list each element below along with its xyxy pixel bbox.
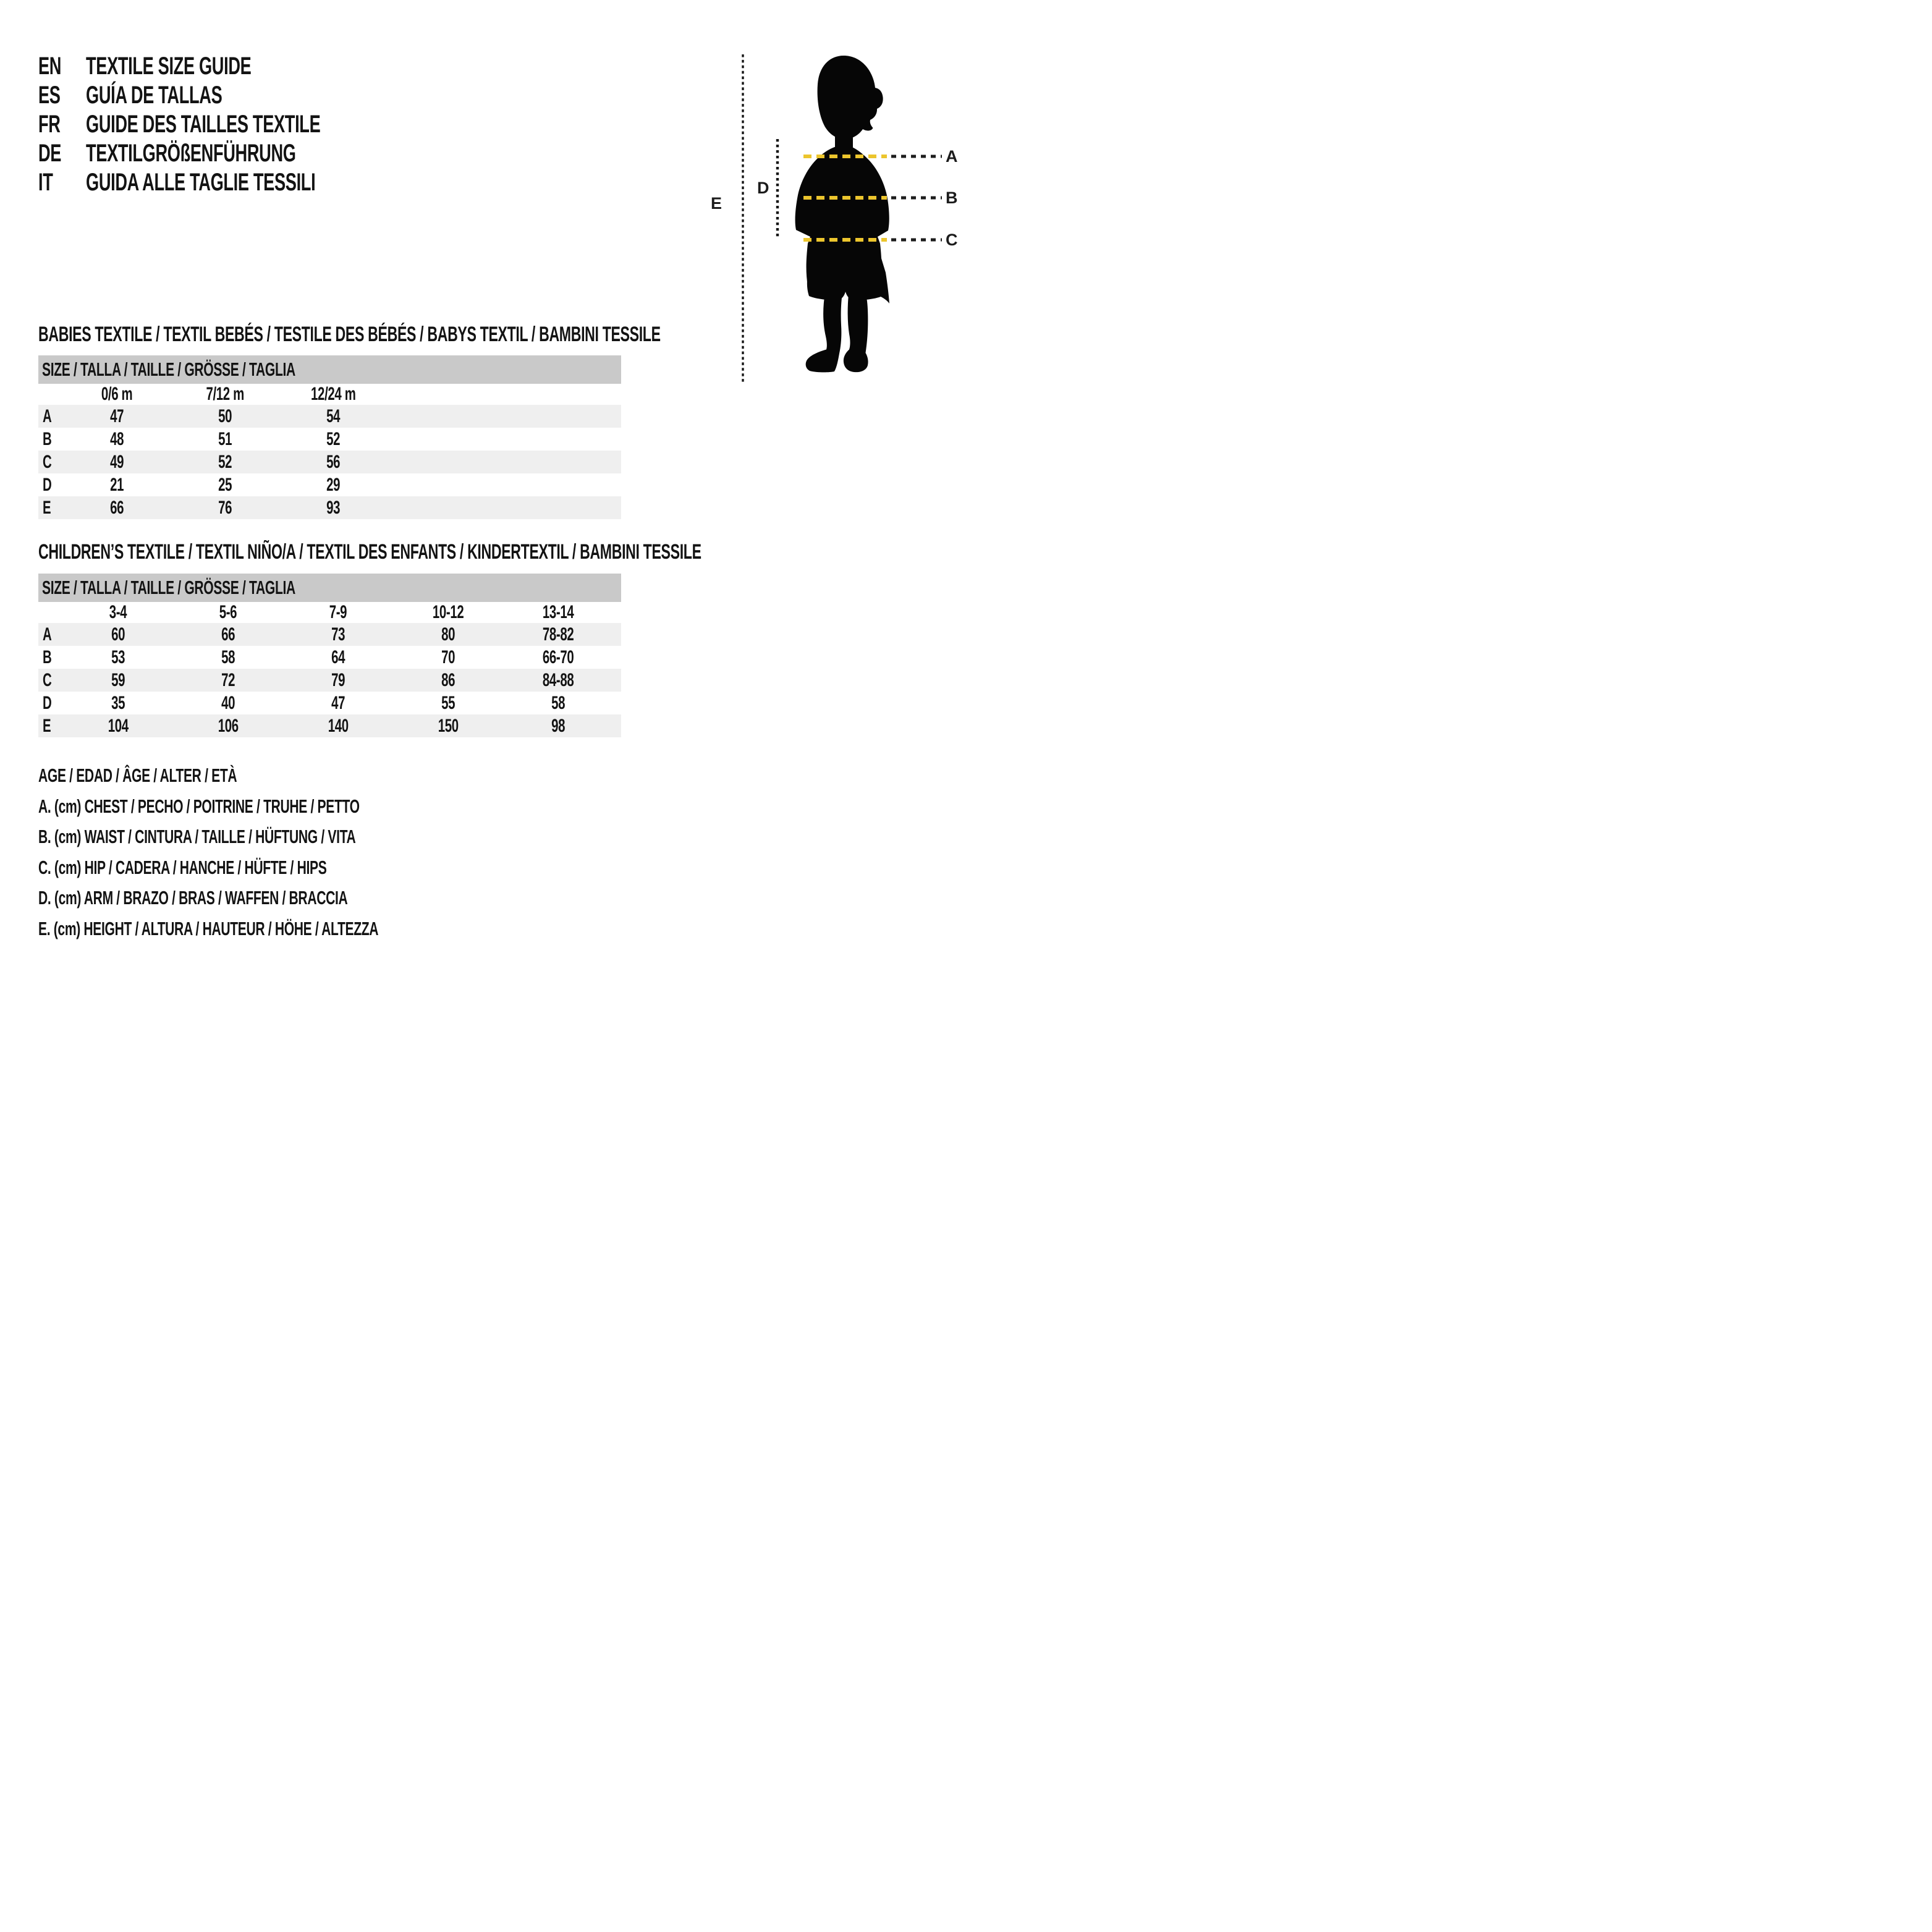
children-columns-row bbox=[38, 602, 621, 623]
table-cell: 104 bbox=[108, 715, 129, 736]
table-cell: 50 bbox=[218, 405, 232, 426]
table-cell: 40 bbox=[221, 692, 235, 713]
column-header: 7-9 bbox=[329, 602, 347, 622]
table-cell: 51 bbox=[218, 428, 232, 449]
legend-line-height: E. (cm) HEIGHT / ALTURA / HAUTEUR / HÖHE / ALTEZZA bbox=[38, 917, 379, 939]
row-label: C bbox=[43, 451, 52, 472]
column-header: 0/6 m bbox=[101, 384, 133, 404]
language-row-de bbox=[38, 139, 431, 168]
legend-line-waist: B. (cm) WAIST / CINTURA / TAILLE / HÜFTUNG / VITA bbox=[38, 826, 356, 848]
row-label: B bbox=[43, 428, 52, 449]
column-header: 13-14 bbox=[542, 602, 574, 622]
table-row bbox=[38, 692, 621, 714]
language-title: TEXTILE SIZE GUIDE bbox=[86, 53, 252, 80]
table-cell: 76 bbox=[218, 497, 232, 518]
size-guide-page bbox=[0, 0, 966, 966]
language-code: ES bbox=[38, 82, 61, 109]
row-label: A bbox=[43, 405, 52, 426]
table-cell: 79 bbox=[331, 669, 345, 690]
column-header: 12/24 m bbox=[311, 384, 356, 404]
table-cell: 53 bbox=[111, 646, 125, 667]
column-header: 5-6 bbox=[219, 602, 237, 622]
table-cell: 106 bbox=[218, 715, 239, 736]
table-cell: 73 bbox=[331, 624, 345, 645]
table-row bbox=[38, 669, 621, 692]
table-cell: 29 bbox=[326, 474, 341, 495]
table-cell: 58 bbox=[221, 646, 235, 667]
table-cell: 58 bbox=[551, 692, 566, 713]
row-label: C bbox=[43, 669, 52, 690]
row-label: D bbox=[43, 692, 52, 713]
table-cell: 140 bbox=[328, 715, 349, 736]
legend-line-arm: D. (cm) ARM / BRAZO / BRAS / WAFFEN / BRACCIA bbox=[38, 887, 348, 909]
table-cell: 98 bbox=[551, 715, 566, 736]
legend-line-age: AGE / EDAD / ÂGE / ALTER / ETÀ bbox=[38, 765, 237, 786]
legend-line-hip: C. (cm) HIP / CADERA / HANCHE / HÜFTE / HIPS bbox=[38, 856, 327, 878]
table-cell: 52 bbox=[218, 451, 232, 472]
table-cell: 25 bbox=[218, 474, 232, 495]
table-row bbox=[38, 405, 621, 428]
language-title-list bbox=[38, 52, 431, 197]
language-row-es bbox=[38, 81, 431, 110]
table-cell: 72 bbox=[221, 669, 235, 690]
table-row bbox=[38, 451, 621, 473]
babies-columns-row bbox=[38, 384, 621, 405]
table-cell: 86 bbox=[441, 669, 455, 690]
table-cell: 78-82 bbox=[542, 624, 574, 645]
babies-size-table bbox=[38, 355, 621, 519]
measure-label-b: B bbox=[946, 189, 958, 207]
table-row bbox=[38, 473, 621, 496]
language-code: FR bbox=[38, 111, 61, 138]
measure-label-c: C bbox=[946, 231, 958, 249]
table-cell: 47 bbox=[331, 692, 345, 713]
row-label: B bbox=[43, 646, 52, 667]
table-cell: 93 bbox=[326, 497, 341, 518]
table-cell: 59 bbox=[111, 669, 125, 690]
column-header: 3-4 bbox=[109, 602, 127, 622]
measure-label-a: A bbox=[946, 147, 958, 166]
table-cell: 56 bbox=[326, 451, 341, 472]
children-table-header-bar: SIZE / TALLA / TAILLE / GRÖSSE / TAGLIA bbox=[38, 574, 621, 602]
babies-table-header-bar: SIZE / TALLA / TAILLE / GRÖSSE / TAGLIA bbox=[38, 355, 621, 384]
language-row-fr bbox=[38, 110, 431, 139]
table-cell: 21 bbox=[110, 474, 124, 495]
language-row-en bbox=[38, 52, 431, 81]
table-cell: 55 bbox=[441, 692, 455, 713]
language-code: DE bbox=[38, 140, 62, 167]
table-cell: 150 bbox=[438, 715, 459, 736]
table-cell: 66 bbox=[110, 497, 124, 518]
table-cell: 64 bbox=[331, 646, 345, 667]
table-row bbox=[38, 623, 621, 646]
measurement-legend bbox=[38, 765, 538, 949]
table-row bbox=[38, 714, 621, 737]
column-header: 10-12 bbox=[432, 602, 464, 622]
table-row bbox=[38, 646, 621, 669]
language-title: GUIDE DES TAILLES TEXTILE bbox=[86, 111, 321, 138]
language-code: EN bbox=[38, 53, 62, 80]
table-cell: 66-70 bbox=[542, 646, 574, 667]
table-cell: 48 bbox=[110, 428, 124, 449]
table-cell: 70 bbox=[441, 646, 455, 667]
table-row bbox=[38, 496, 621, 519]
row-label: A bbox=[43, 624, 52, 645]
babies-section-title: BABIES TEXTILE / TEXTIL BEBÉS / TESTILE DES BÉBÉS / BABYS TEXTIL / BAMBINI TESSILE bbox=[38, 323, 661, 346]
measure-label-d: D bbox=[757, 179, 769, 197]
table-cell: 84-88 bbox=[542, 669, 574, 690]
table-cell: 35 bbox=[111, 692, 125, 713]
language-title: GUÍA DE TALLAS bbox=[86, 82, 222, 109]
language-title: GUIDA ALLE TAGLIE TESSILI bbox=[86, 169, 316, 196]
table-cell: 66 bbox=[221, 624, 235, 645]
table-cell: 52 bbox=[326, 428, 341, 449]
column-header: 7/12 m bbox=[206, 384, 245, 404]
children-size-table bbox=[38, 574, 621, 737]
table-cell: 49 bbox=[110, 451, 124, 472]
legend-line-chest: A. (cm) CHEST / PECHO / POITRINE / TRUHE / PETTO bbox=[38, 795, 360, 817]
language-title: TEXTILGRÖßENFÜHRUNG bbox=[86, 140, 296, 167]
row-label: E bbox=[43, 497, 51, 518]
language-code: IT bbox=[38, 169, 53, 196]
row-label: D bbox=[43, 474, 52, 495]
measure-label-e: E bbox=[711, 194, 722, 213]
table-cell: 60 bbox=[111, 624, 125, 645]
row-label: E bbox=[43, 715, 51, 736]
children-section-title: CHILDREN’S TEXTILE / TEXTIL NIÑO/A / TEXTIL DES ENFANTS / KINDERTEXTIL / BAMBINI TESSILE bbox=[38, 540, 701, 564]
table-cell: 80 bbox=[441, 624, 455, 645]
table-row bbox=[38, 428, 621, 451]
table-cell: 47 bbox=[110, 405, 124, 426]
language-row-it bbox=[38, 168, 431, 197]
table-cell: 54 bbox=[326, 405, 341, 426]
